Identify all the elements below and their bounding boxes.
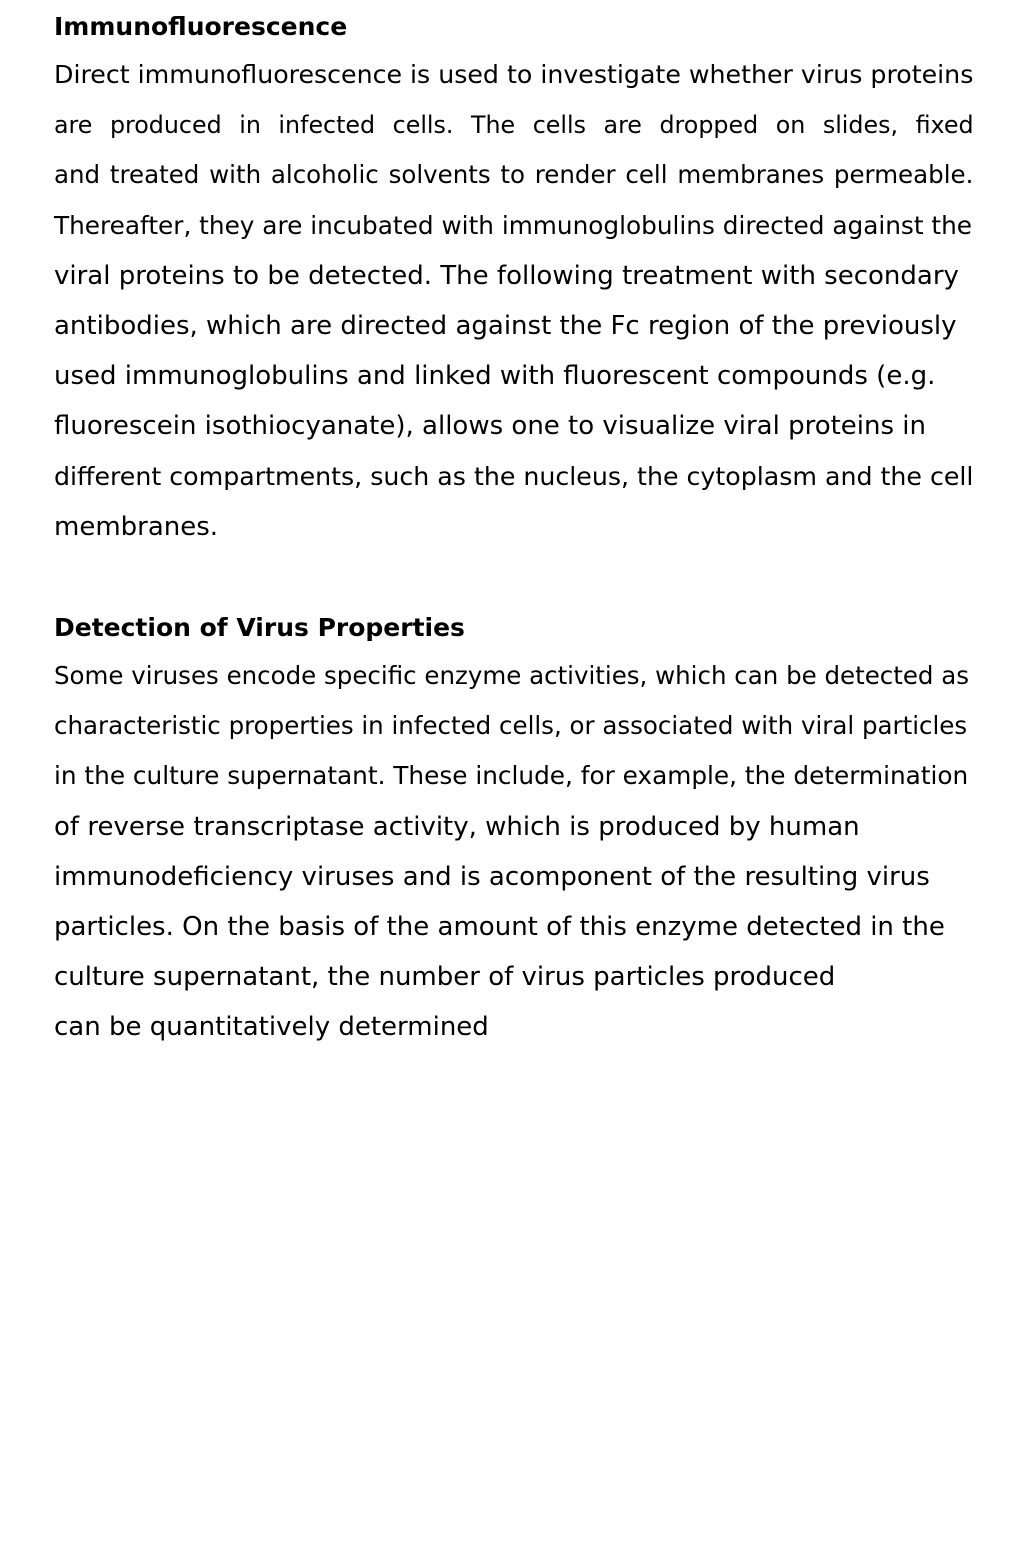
text-line: antibodies, which are directed against the Fc region of the previously [54,311,957,342]
section-heading: Immunofluorescence [54,12,348,41]
section-spacer [54,552,974,614]
text-line: used immunoglobulins and linked with fluorescent compounds (e.g. [54,361,936,392]
section-detection-of-virus-properties [54,614,974,1053]
section-immunofluorescence [54,13,974,552]
section-body [54,50,974,552]
text-line: in the culture supernatant. These include, for example, the determination [54,761,969,791]
text-line: immunodeficiency viruses and is acomponent of the resulting virus [54,861,930,892]
section-heading: Detection of Virus Properties [54,613,465,643]
document-page [54,0,974,1053]
text-line: Direct immunofluorescence is used to investigate whether virus proteins [54,60,974,89]
text-line: fluorescein isothiocyanate), allows one to visualize viral proteins in [54,411,927,442]
text-line: culture supernatant, the number of virus particles produced [54,962,836,993]
text-line: and treated with alcoholic solvents to render cell membranes permeable. [54,160,974,190]
text-line: are produced in infected cells. The cells are dropped on slides, fixed [54,111,974,140]
text-line: of reverse transcriptase activity, which is produced by human [54,811,860,842]
text-line: particles. On the basis of the amount of this enzyme detected in the [54,912,945,943]
section-body [54,651,974,1053]
text-line: different compartments, such as the nucleus, the cytoplasm and the cell [54,461,974,491]
text-line: characteristic properties in infected cells, or associated with viral particles [54,711,968,741]
text-line: viral proteins to be detected. The following treatment with secondary [54,260,959,291]
text-line: Some viruses encode specific enzyme activities, which can be detected as [54,661,970,691]
text-line: Thereafter, they are incubated with immunoglobulins directed against the [54,210,973,240]
text-line: can be quantitatively determined [54,1012,489,1043]
text-line: membranes. [54,511,219,542]
